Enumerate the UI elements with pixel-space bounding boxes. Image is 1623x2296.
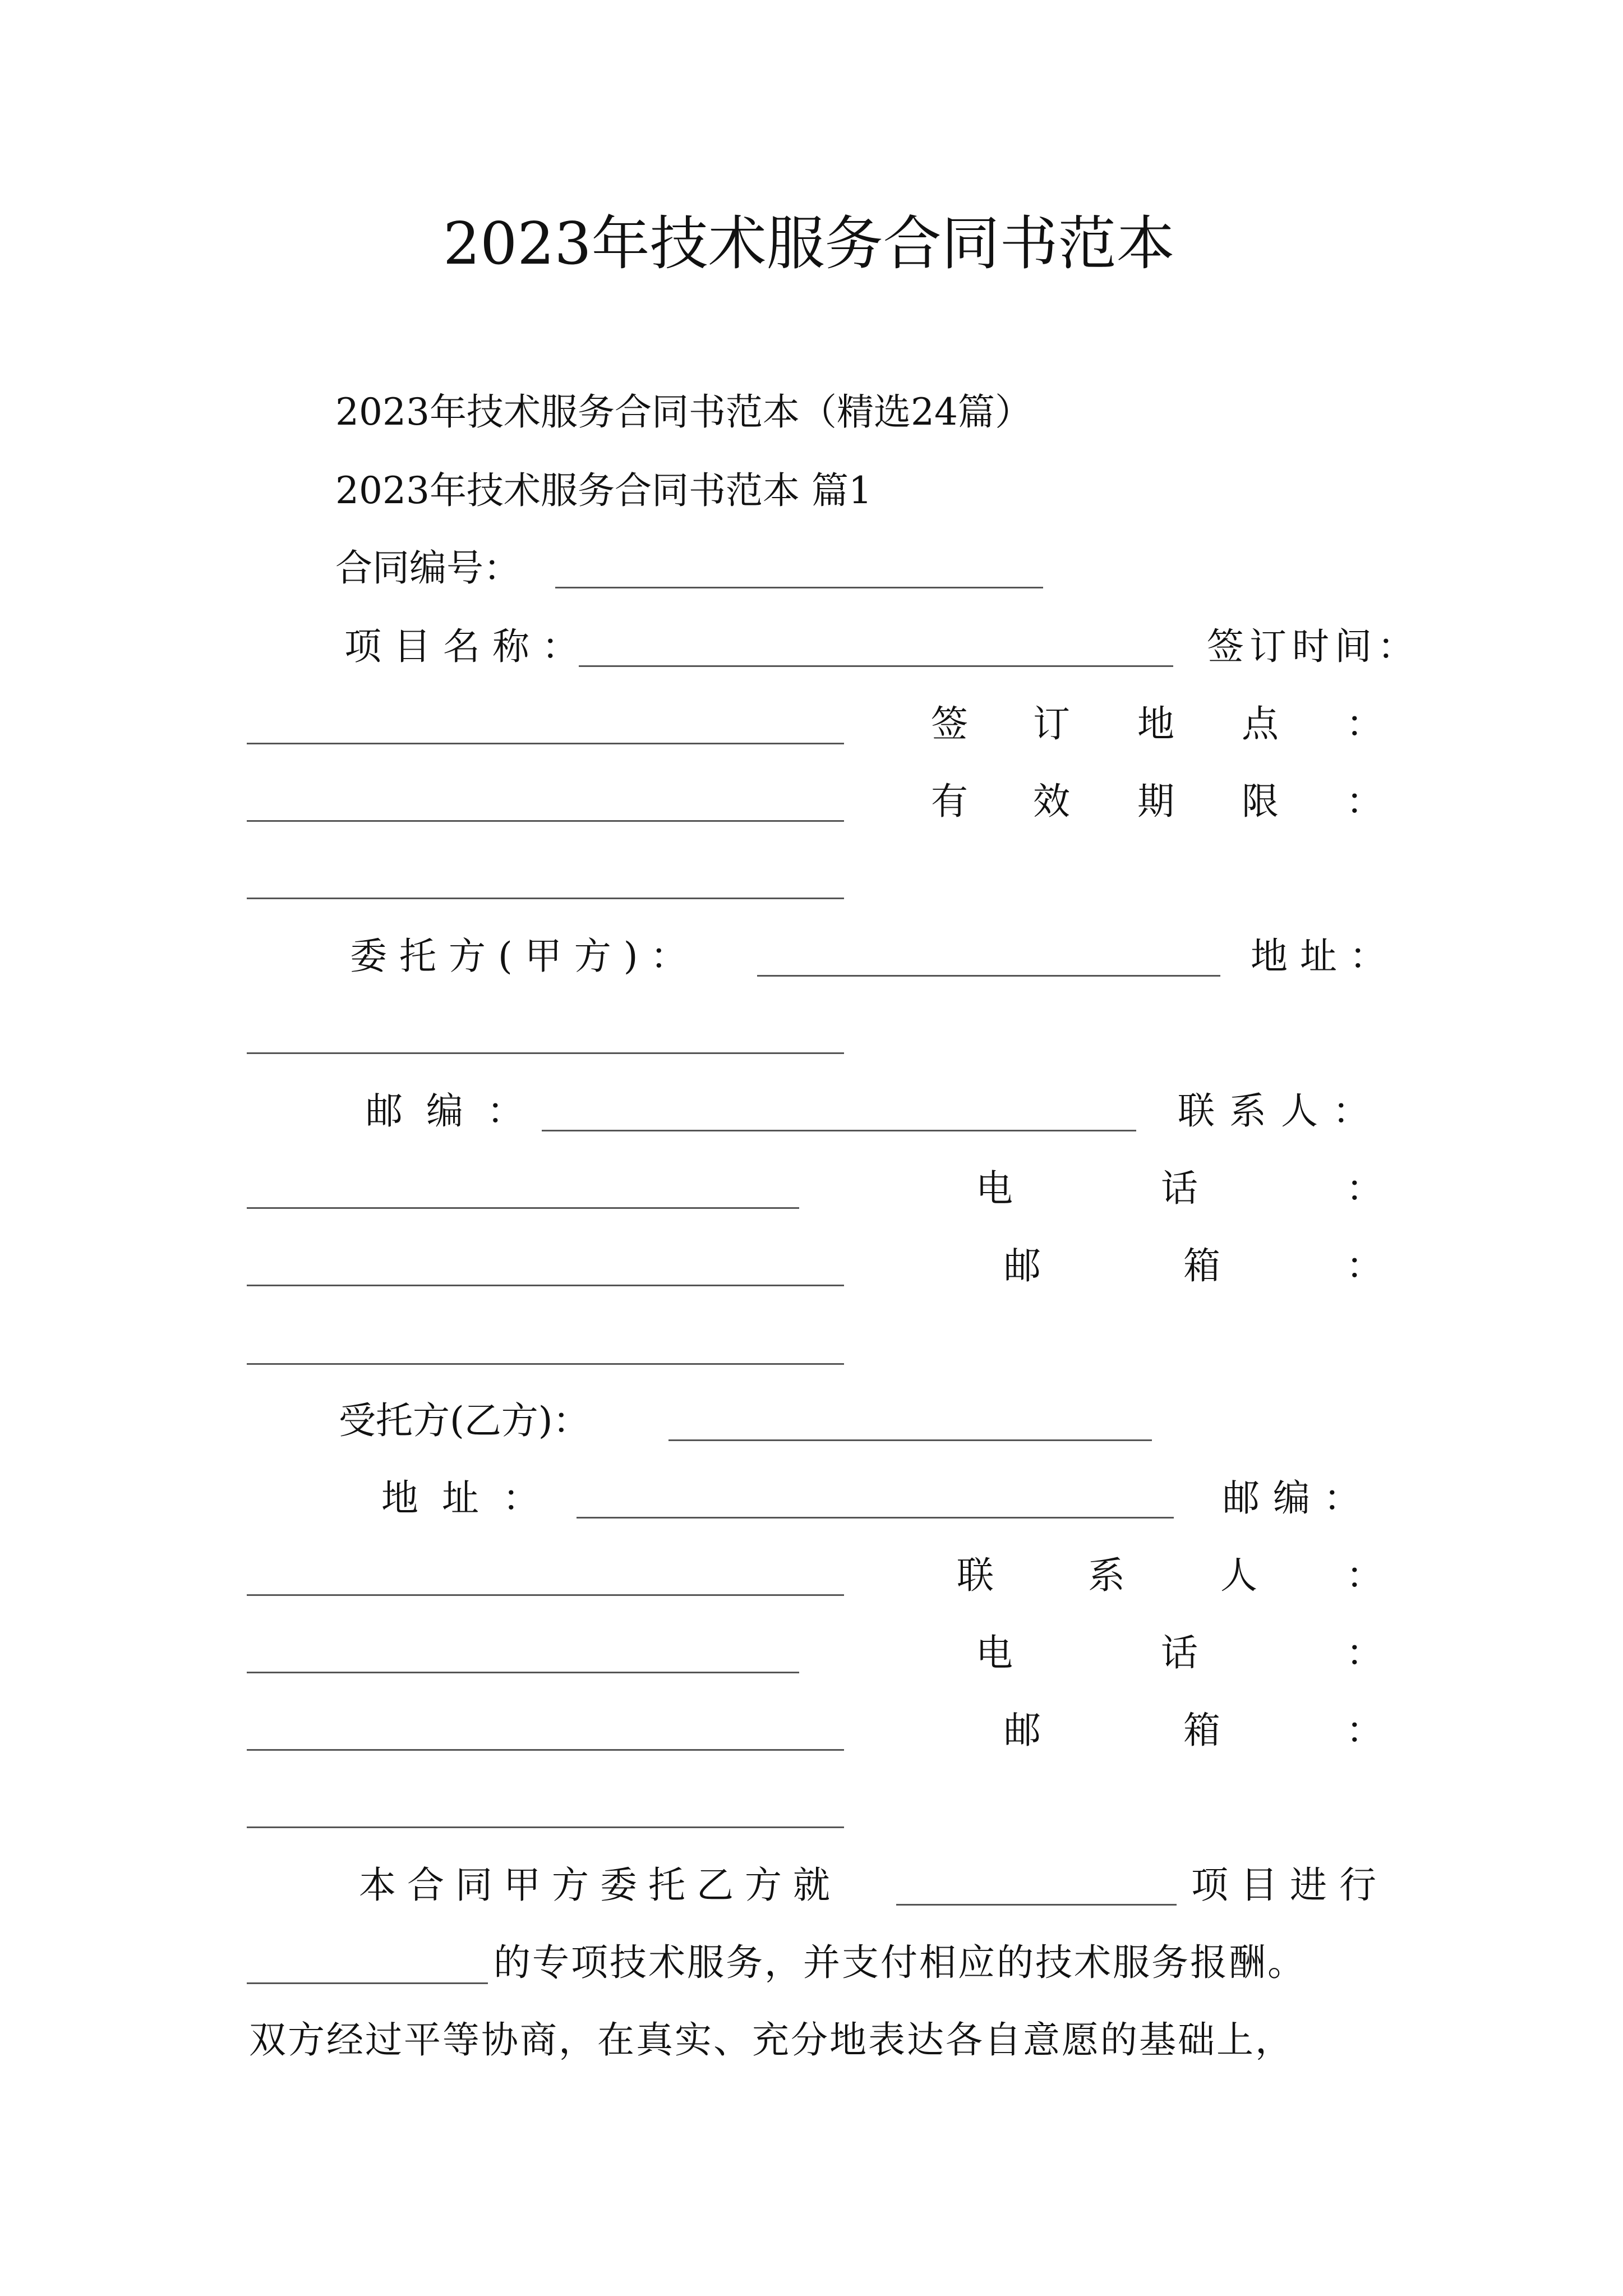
party-b-postcode-blank[interactable] (247, 1594, 844, 1596)
party-a-phone-blank[interactable] (247, 1285, 844, 1286)
party-b-contact-char-3: 人 (1220, 1554, 1257, 1597)
party-b-contact-char-2: 系 (1088, 1554, 1125, 1597)
party-b-email-colon: ： (1346, 1709, 1383, 1752)
party-b-email-blank[interactable] (247, 1826, 844, 1828)
project-name-blank[interactable] (579, 665, 1173, 667)
party-a-email-char-2: 箱 (1183, 1244, 1220, 1287)
project-subject-blank[interactable] (896, 1904, 1177, 1906)
party-b-email-char-1: 邮 (1004, 1709, 1041, 1752)
party-a-phone-colon: ： (1346, 1167, 1383, 1210)
party-b-postcode-label: 邮编： (1223, 1476, 1374, 1520)
sign-place-blank[interactable] (247, 820, 844, 822)
valid-period-char-3: 期 (1137, 780, 1174, 823)
party-b-label: 受托方(乙方)： (339, 1399, 590, 1442)
party-b-phone-colon: ： (1346, 1631, 1383, 1674)
service-type-blank[interactable] (247, 1982, 488, 1984)
sign-place-char-3: 地 (1137, 702, 1174, 746)
valid-period-char-4: 限 (1242, 780, 1279, 823)
valid-period-char-1: 有 (931, 780, 968, 823)
valid-period-blank[interactable] (247, 898, 844, 899)
party-a-phone-char-1: 电 (976, 1167, 1013, 1210)
sign-place-char-2: 订 (1033, 702, 1070, 746)
party-a-postcode-blank[interactable] (542, 1130, 1136, 1131)
sign-time-blank[interactable] (247, 743, 844, 744)
party-b-blank[interactable] (668, 1439, 1152, 1441)
party-b-phone-blank[interactable] (247, 1749, 844, 1751)
sign-place-colon: ： (1346, 702, 1383, 746)
contract-number-blank[interactable] (555, 587, 1043, 588)
document-subtitle: 2023年技术服务合同书范本（精选24篇） (335, 390, 1032, 434)
party-a-address-blank[interactable] (247, 1052, 844, 1054)
party-b-phone-char-2: 话 (1161, 1631, 1198, 1674)
party-b-email-char-2: 箱 (1183, 1709, 1220, 1752)
party-a-email-char-1: 邮 (1004, 1244, 1041, 1287)
party-a-blank[interactable] (757, 975, 1220, 977)
sign-time-label: 签订时间： (1207, 625, 1420, 668)
party-a-phone-char-2: 话 (1161, 1167, 1198, 1210)
valid-period-colon: ： (1346, 780, 1383, 823)
sign-place-char-1: 签 (931, 702, 968, 746)
sign-place-char-4: 点 (1242, 702, 1279, 746)
party-b-address-blank[interactable] (577, 1517, 1174, 1519)
party-a-email-blank[interactable] (247, 1363, 844, 1365)
party-a-contact-blank[interactable] (247, 1207, 799, 1209)
party-b-contact-char-1: 联 (957, 1554, 994, 1597)
body-line-1b: 项目进行 (1191, 1864, 1389, 1907)
party-a-email-colon: ： (1346, 1244, 1383, 1287)
party-b-address-label: 地址： (381, 1476, 563, 1520)
party-a-label: 委托方(甲方)： (350, 935, 700, 978)
valid-period-char-2: 效 (1033, 780, 1070, 823)
party-b-contact-colon: ： (1346, 1554, 1383, 1597)
contract-number-label: 合同编号： (335, 546, 520, 590)
project-name-label: 项目名称： (344, 625, 591, 668)
body-line-3: 双方经过平等协商，在真实、充分地表达各自意愿的基础上， (249, 2018, 1294, 2062)
party-a-contact-label: 联系人： (1178, 1089, 1384, 1133)
chapter-heading: 2023年技术服务合同书范本 篇1 (335, 469, 872, 512)
party-a-postcode-label: 邮编： (366, 1089, 547, 1133)
body-line-1a: 本合同甲方委托乙方就 (359, 1864, 841, 1907)
body-line-2: 的专项技术服务，并支付相应的技术服务报酬。 (494, 1941, 1306, 1984)
party-a-address-label: 地址： (1251, 935, 1399, 978)
party-b-contact-blank[interactable] (247, 1672, 799, 1673)
party-b-phone-char-1: 电 (976, 1631, 1013, 1674)
document-title: 2023年技术服务合同书范本 (443, 209, 1175, 278)
